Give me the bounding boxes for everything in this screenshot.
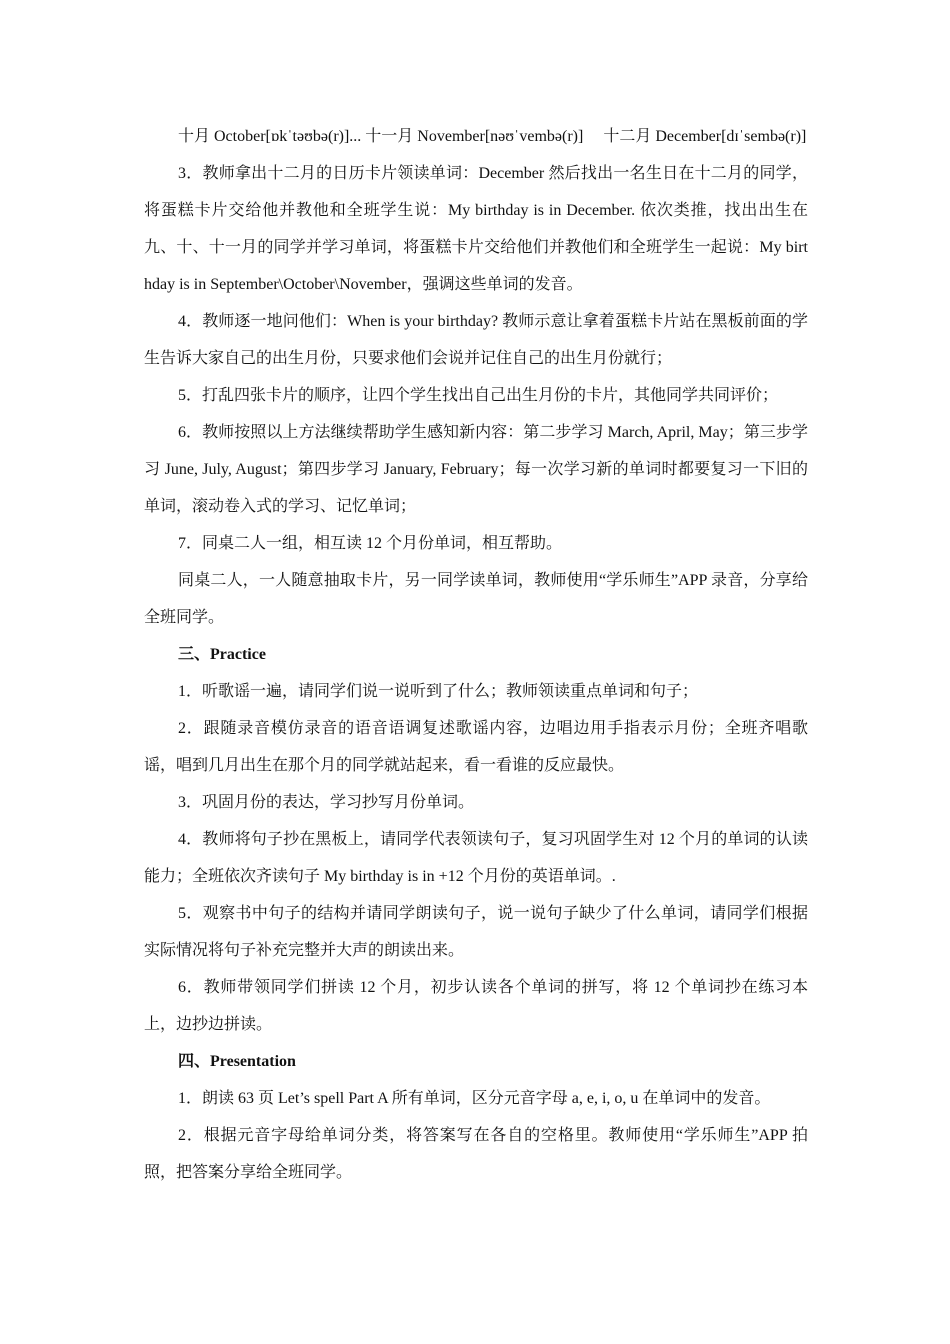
- paragraph-step-3: 3．教师拿出十二月的日历卡片领读单词：December 然后找出一名生日在十二月的同学，将蛋糕卡片交给他并教他和全班学生说：My birthday is in December. 依次类推，找出出生在九、十、十一月的同学并学习单词，将蛋糕卡片交给他们并教他们和全班学生一起说：My birthday is in September\October\November，强调这些单词的发音。: [144, 165, 808, 293]
- paragraph-practice-5: 5．观察书中句子的结构并请同学朗读句子，说一说句子缺少了什么单词，请同学们根据实际情况将句子补充完整并大声的朗读出来。: [144, 905, 808, 959]
- paragraph-practice-6: 6．教师带领同学们拼读 12 个月，初步认读各个单词的拼写，将 12 个单词抄在练习本上，边抄边拼读。: [144, 979, 808, 1033]
- paragraph-practice-3: 3．巩固月份的表达，学习抄写月份单词。: [178, 794, 475, 811]
- paragraph-practice-2: 2．跟随录音模仿录音的语音语调复述歌谣内容，边唱边用手指表示月份；全班齐唱歌谣，唱到几月出生在那个月的同学就站起来，看一看谁的反应最快。: [144, 720, 808, 774]
- paragraph-step-5: 5．打乱四张卡片的顺序，让四个学生找出自己出生月份的卡片，其他同学共同评价；: [178, 387, 779, 404]
- section-heading-practice: 三、Practice: [178, 646, 266, 663]
- paragraph-presentation-1: 1．朗读 63 页 Let’s spell Part A 所有单词，区分元音字母 a, e, i, o, u 在单词中的发音。: [178, 1090, 771, 1107]
- paragraph-months-phonetics: 十月 October[ɒkˈtəʊbə(r)]... 十一月 November[nəʊˈvembə(r)] 十二月 December[dɪˈsembə(r)]: [178, 128, 807, 145]
- paragraph-practice-1: 1．听歌谣一遍，请同学们说一说听到了什么；教师领读重点单词和句子；: [178, 683, 699, 700]
- document-page: [144, 118, 808, 1191]
- section-heading-presentation: 四、Presentation: [178, 1053, 296, 1070]
- paragraph-step-4: 4．教师逐一地问他们：When is your birthday? 教师示意让拿着蛋糕卡片站在黑板前面的学生告诉大家自己的出生月份，只要求他们会说并记住自己的出生月份就行；: [144, 313, 808, 367]
- paragraph-presentation-2: 2．根据元音字母给单词分类，将答案写在各自的空格里。教师使用“学乐师生”APP 拍照，把答案分享给全班同学。: [144, 1127, 808, 1181]
- paragraph-step-7: 7．同桌二人一组，相互读 12 个月份单词，相互帮助。: [178, 535, 563, 552]
- paragraph-pair-reading: 同桌二人，一人随意抽取卡片，另一同学读单词，教师使用“学乐师生”APP 录音，分享给全班同学。: [144, 572, 808, 626]
- paragraph-step-6: 6．教师按照以上方法继续帮助学生感知新内容：第二步学习 March, April, May；第三步学习 June, July, August；第四步学习 January, February；每一次学习新的单词时都要复习一下旧的单词，滚动卷入式的学习、记忆单词；: [144, 424, 808, 515]
- paragraph-practice-4: 4．教师将句子抄在黑板上，请同学代表领读句子，复习巩固学生对 12 个月的单词的认读能力；全班依次齐读句子 My birthday is in +12 个月份的英语单词。.: [144, 831, 808, 885]
